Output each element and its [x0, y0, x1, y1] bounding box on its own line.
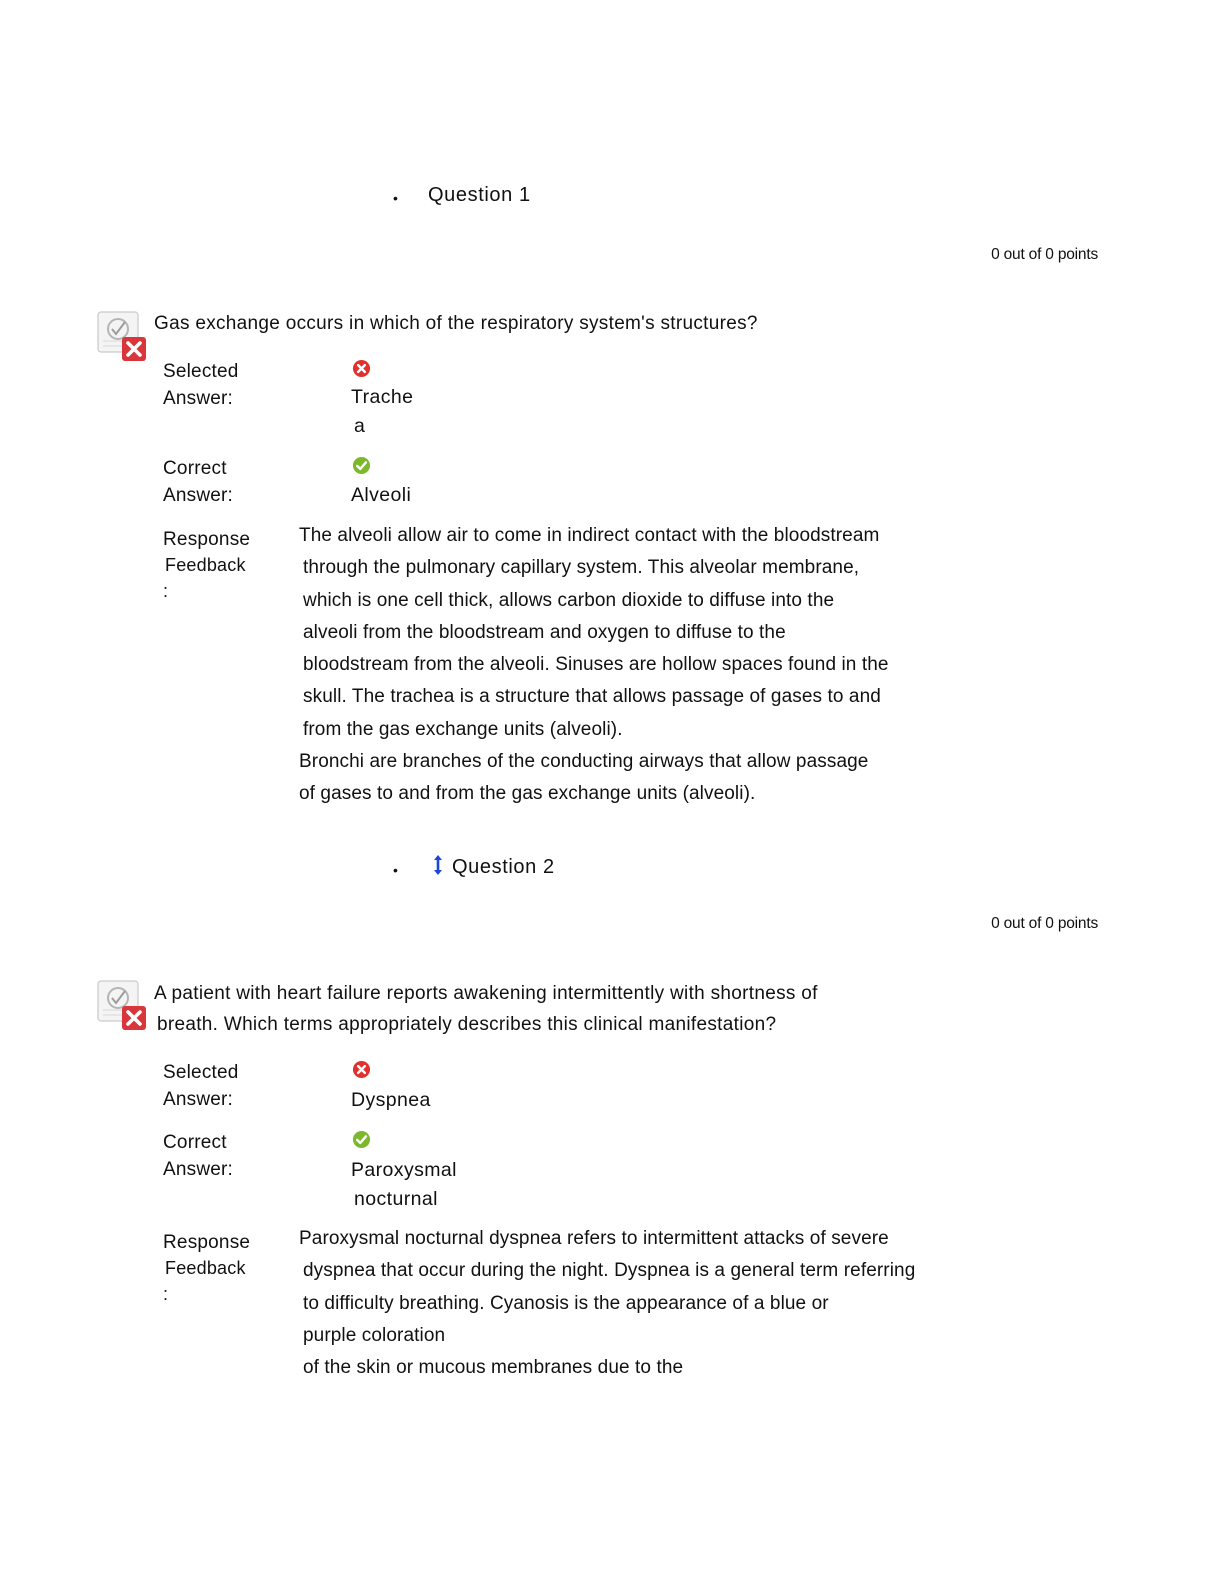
response-feedback-label [163, 523, 250, 603]
feedback-line: to difficulty breathing. Cyanosis is the appearance of a blue or [303, 1292, 829, 1314]
feedback-line: purple coloration [303, 1324, 446, 1346]
feedback-line: Bronchi are branches of the conducting airways that allow passage [299, 751, 869, 773]
selected-answer-label [163, 358, 239, 412]
reorder-arrow-icon[interactable] [432, 853, 444, 877]
label-line: : [163, 581, 169, 601]
answer-line: Alveoli [351, 484, 412, 506]
feedback-line: through the pulmonary capillary system. This alveolar membrane, [303, 557, 860, 579]
feedback-line: The alveoli allow air to come in indirect contact with the bloodstream [299, 525, 880, 546]
correct-answer-label [163, 1129, 233, 1183]
answer-line: nocturnal [354, 1188, 438, 1210]
response-feedback-text [299, 1223, 915, 1384]
label-line: Feedback [165, 555, 246, 575]
correct-answer-label [163, 455, 233, 509]
feedback-line: of the skin or mucous membranes due to the [303, 1357, 684, 1379]
label-line: Correct [163, 1132, 227, 1153]
label-line: Answer: [163, 1159, 234, 1180]
incorrect-answer-icon [352, 1060, 371, 1079]
correct-answer-icon [352, 456, 371, 475]
answer-line: Dyspnea [351, 1089, 431, 1111]
label-line: Answer: [163, 1089, 234, 1110]
label-line: Answer: [163, 485, 234, 506]
question-title: Question 2 [452, 856, 555, 878]
answer-line: Paroxysmal [351, 1159, 457, 1181]
incorrect-question-icon [97, 980, 147, 1032]
feedback-line: bloodstream from the alveoli. Sinuses are hollow spaces found in the [303, 654, 889, 676]
feedback-line: which is one cell thick, allows carbon dioxide to diffuse into the [303, 589, 835, 611]
incorrect-question-icon [97, 311, 147, 363]
question-text-line: Gas exchange occurs in which of the respiratory system's structures? [154, 313, 758, 334]
answer-line: a [354, 415, 366, 437]
correct-answer-value [351, 1156, 457, 1214]
label-line: Response [163, 529, 251, 550]
selected-answer-label [163, 1059, 239, 1113]
question-text [154, 308, 758, 339]
selected-answer-value [351, 1086, 431, 1115]
list-bullet: • [393, 862, 398, 878]
list-bullet: • [393, 190, 398, 206]
label-line: Answer: [163, 388, 234, 409]
label-line: Correct [163, 458, 227, 479]
feedback-line: dyspnea that occur during the night. Dyspnea is a general term referring [303, 1260, 916, 1282]
question-text [154, 978, 818, 1040]
response-feedback-text [299, 520, 889, 811]
incorrect-answer-icon [352, 359, 371, 378]
correct-answer-icon [352, 1130, 371, 1149]
label-line: Selected [163, 361, 239, 382]
question-text-line: breath. Which terms appropriately describes this clinical manifestation? [157, 1014, 777, 1035]
label-line: Feedback [165, 1258, 246, 1278]
answer-line: Trache [351, 386, 414, 408]
feedback-line: of gases to and from the gas exchange units (alveoli). [299, 783, 756, 805]
label-line: Response [163, 1232, 251, 1253]
response-feedback-label [163, 1226, 250, 1306]
selected-answer-value [351, 383, 413, 441]
question-text-line: A patient with heart failure reports awakening intermittently with shortness of [154, 983, 818, 1004]
label-line: : [163, 1284, 169, 1304]
label-line: Selected [163, 1062, 239, 1083]
feedback-line: Paroxysmal nocturnal dyspnea refers to intermittent attacks of severe [299, 1228, 889, 1249]
feedback-line: alveoli from the bloodstream and oxygen to diffuse to the [303, 621, 786, 643]
points-text: 0 out of 0 points [991, 246, 1098, 263]
feedback-line: from the gas exchange units (alveoli). [303, 718, 623, 740]
question-title: Question 1 [428, 184, 531, 206]
points-text: 0 out of 0 points [991, 915, 1098, 932]
feedback-line: skull. The trachea is a structure that allows passage of gases to and [303, 686, 881, 708]
correct-answer-value [351, 481, 411, 510]
